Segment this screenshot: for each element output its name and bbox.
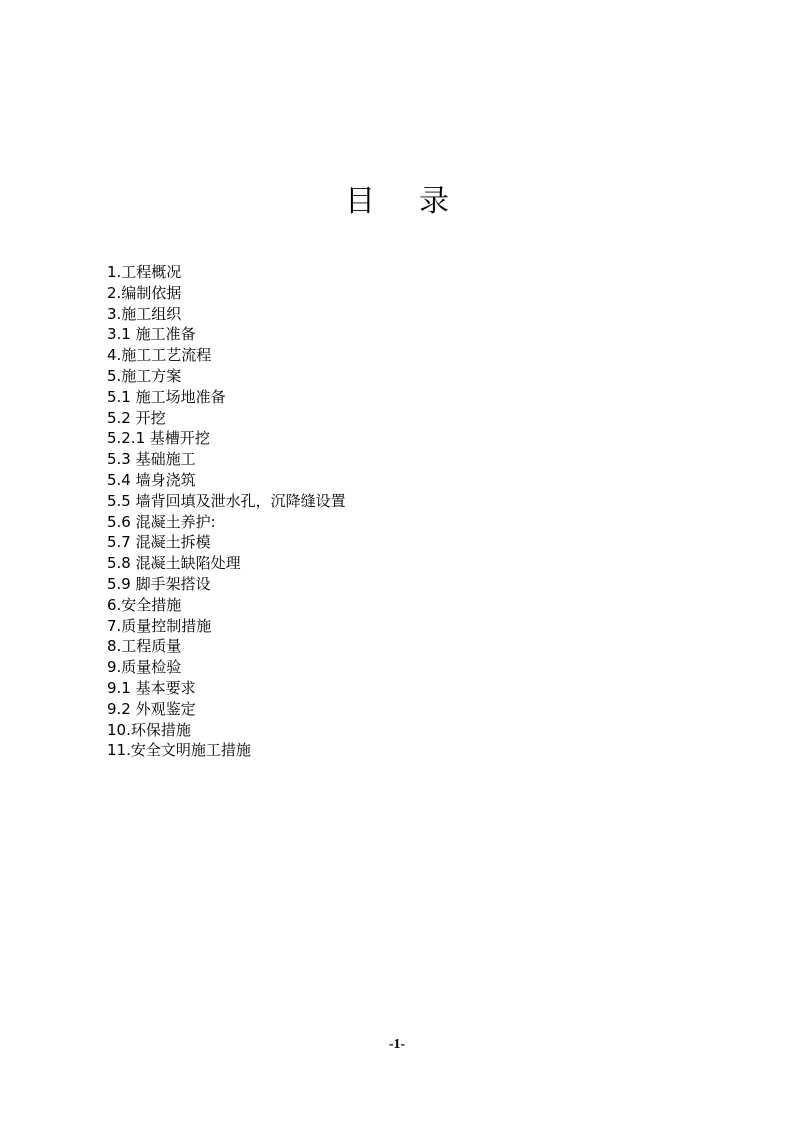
toc-item[interactable]: 10.环保措施 [107,720,191,739]
toc-item[interactable]: 3.施工组织 [107,304,182,323]
toc-item[interactable]: 9.1 基本要求 [107,678,196,697]
toc-item[interactable]: 5.4 墙身浇筑 [107,470,196,489]
toc-item[interactable]: 5.9 脚手架搭设 [107,574,211,593]
toc-item[interactable]: 9.质量检验 [107,658,182,677]
toc-item[interactable]: 5.6 混凝土养护: [107,512,216,531]
toc-item[interactable]: 5.7 混凝土拆模 [107,533,211,552]
title-char-2: 录 [419,184,449,219]
toc-item[interactable]: 5.2.1 基槽开挖 [107,429,210,448]
title-char-1: 目 [345,184,375,219]
toc-item[interactable]: 5.8 混凝土缺陷处理 [107,554,241,573]
toc-item[interactable]: 4.施工工艺流程 [107,346,212,365]
toc-item[interactable]: 5.3 基础施工 [107,450,196,469]
page-number: -1- [388,1037,406,1052]
table-of-contents [107,262,346,761]
toc-item[interactable]: 2.编制依据 [107,283,182,302]
toc-item[interactable]: 3.1 施工准备 [107,325,196,344]
toc-item[interactable]: 6.安全措施 [107,595,182,614]
toc-item[interactable]: 5.1 施工场地准备 [107,387,226,406]
toc-item[interactable]: 7.质量控制措施 [107,616,212,635]
toc-item[interactable]: 9.2 外观鉴定 [107,699,196,718]
page-title [0,182,794,222]
toc-item[interactable]: 5.5 墙背回填及泄水孔，沉降缝设置 [107,491,346,510]
toc-item[interactable]: 5.2 开挖 [107,408,166,427]
toc-item[interactable]: 1.工程概况 [107,263,182,281]
toc-item[interactable]: 5.施工方案 [107,366,182,385]
toc-item[interactable]: 8.工程质量 [107,637,182,656]
toc-item[interactable]: 11.安全文明施工措施 [107,741,251,760]
